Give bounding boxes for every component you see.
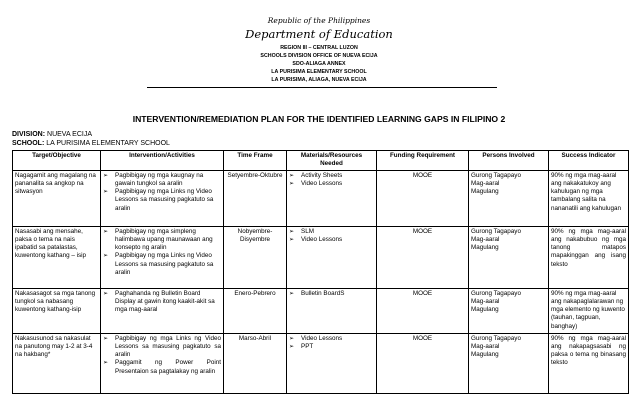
materials-cell: [287, 226, 377, 288]
material-item: ➢ Video Lessons: [289, 180, 374, 188]
document-title: INTERVENTION/REMEDIATION PLAN FOR THE IDENTIFIED LEARNING GAPS IN FILIPINO 2: [132, 114, 506, 124]
target-cell: Nakasasagot sa mga tanong tungkol sa nabasang kuwentong kathang-isip: [13, 288, 101, 333]
school-line: LA PURISIMA ELEMENTARY SCHOOL: [271, 69, 367, 75]
school-info: [12, 140, 170, 147]
header-target: Target/Objective: [13, 151, 101, 171]
funding-cell: MOOE: [377, 226, 469, 288]
target-cell: Nagagamit ang magalang na pananalita sa angkop na sitwasyon: [13, 170, 101, 226]
address-line: LA PURISIMA, ALIAGA, NUEVA ECIJA: [271, 77, 367, 83]
table-row: [13, 288, 629, 333]
activity-item: ➢ Pagbibigay ng mga Links ng Video Lessons sa masusing pagkatuto sa aralin: [103, 188, 221, 213]
indicator-cell: 90% ng mga mag-aaral ang nakapagsasabi ng paksa o tema ng binasang teksto: [549, 333, 629, 393]
materials-cell: [287, 333, 377, 393]
header-materials: Materials/Resources Needed: [287, 151, 377, 171]
person-item: Mag-aaral: [471, 297, 500, 305]
activity-item: ➢ Pagbibigay ng mga simpleng halimbawa upang maunawaan ang konsepto ng aralin: [103, 228, 221, 253]
person-item: Mag-aaral: [471, 179, 500, 187]
person-item: Magulang: [471, 306, 499, 314]
person-item: Mag-aaral: [471, 235, 500, 243]
funding-cell: MOOE: [377, 170, 469, 226]
materials-cell: [287, 288, 377, 333]
activities-cell: [101, 170, 224, 226]
table-header-row: [13, 151, 629, 171]
time-frame-cell: Nobyembre-Disyembre: [224, 226, 287, 288]
header-time-frame: Time Frame: [224, 151, 287, 171]
target-cell: Nakasusunod sa nakasulat na panutong may 1-2 at 3-4 na hakbang*: [13, 333, 101, 393]
header-activities: Intervention/Activities: [101, 151, 224, 171]
activities-cell: [101, 288, 224, 333]
activity-item: ➢ Pagbibigay ng mga kaugnay na gawain tungkol sa aralin: [103, 172, 221, 189]
table-row: [13, 333, 629, 393]
table-row: [13, 170, 629, 226]
indicator-cell: 90% ng mga mag-aaral ang nakabubuo ng mga tanong matapos mapakinggan ang isang teksto: [549, 226, 629, 288]
header-indicator: Success Indicator: [549, 151, 629, 171]
target-cell: Nasasabi ang mensahe, paksa o tema na nais ipabatid sa patalastas, kuwentong kathang – isip: [13, 226, 101, 288]
persons-cell: [469, 288, 549, 333]
activity-item: ➢ Pagbibigay ng mga Links ng Video Lessons sa masusing pagkatuto sa aralin: [103, 252, 221, 277]
person-item: Gurong Tagapayo: [471, 171, 521, 179]
material-item: ➢ Video Lessons: [289, 236, 374, 244]
annex-line: SDO-ALIAGA ANNEX: [292, 61, 346, 67]
division-label: DIVISION:: [12, 131, 46, 138]
persons-cell: [469, 170, 549, 226]
person-item: Gurong Tagapayo: [471, 334, 521, 342]
materials-cell: [287, 170, 377, 226]
time-frame-cell: Marso-Abril: [224, 333, 287, 393]
person-item: Gurong Tagapayo: [471, 227, 521, 235]
school-value: LA PURISIMA ELEMENTARY SCHOOL: [46, 140, 170, 147]
funding-cell: MOOE: [377, 333, 469, 393]
header-persons: Persons Involved: [469, 151, 549, 171]
activity-item: ➢ Paggamit ng Power Point Presentaion sa pagtalakay ng aralin: [103, 359, 221, 376]
time-frame-cell: Enero-Pebrero: [224, 288, 287, 333]
indicator-cell: 90% ng mga mag-aaral ang nakapaglalarawan ng mga elemento ng kuwento (tauhan, tagpuan, banghay): [549, 288, 629, 333]
persons-cell: [469, 333, 549, 393]
material-item: ➢ Video Lessons: [289, 335, 374, 343]
header-divider: [147, 87, 497, 88]
activities-cell: [101, 226, 224, 288]
region-line: REGION III – CENTRAL LUZON: [280, 45, 358, 51]
table-row: [13, 226, 629, 288]
republic-line: Republic of the Philippines: [267, 16, 371, 25]
activities-cell: [101, 333, 224, 393]
person-item: Magulang: [471, 244, 499, 252]
indicator-cell: 90% ng mga mag-aaral ang nakakatukoy ang kahulugan ng mga tambalang salita na nananatili ang kahulugan: [549, 170, 629, 226]
department-name: Department of Education: [245, 27, 393, 41]
activity-item: ➢ Paghahanda ng Bulletin Board Display at gawin itong kaakit-akit sa mga mag-aaral: [103, 290, 221, 315]
time-frame-cell: Setyembre-Oktubre: [224, 170, 287, 226]
division-value: NUEVA ECIJA: [47, 131, 93, 138]
division-info: [12, 131, 92, 138]
school-label: SCHOOL:: [12, 140, 45, 147]
person-item: Magulang: [471, 188, 499, 196]
material-item: ➢ PPT: [289, 343, 374, 351]
material-item: ➢ Bulletin BoardS: [289, 290, 374, 298]
person-item: Mag-aaral: [471, 342, 500, 350]
activity-item: ➢ Pagbibigay ng mga Links ng Video Lessons sa masusing pagkatuto sa aralin: [103, 335, 221, 360]
header-funding: Funding Requirement: [377, 151, 469, 171]
persons-cell: [469, 226, 549, 288]
funding-cell: MOOE: [377, 288, 469, 333]
material-item: ➢ Activity Sheets: [289, 172, 374, 180]
plan-table: [12, 150, 629, 394]
division-office-line: SCHOOLS DIVISION OFFICE OF NUEVA ECIJA: [260, 53, 378, 59]
person-item: Gurong Tagapayo: [471, 289, 521, 297]
person-item: Magulang: [471, 351, 499, 359]
material-item: ➢ SLM: [289, 228, 374, 236]
